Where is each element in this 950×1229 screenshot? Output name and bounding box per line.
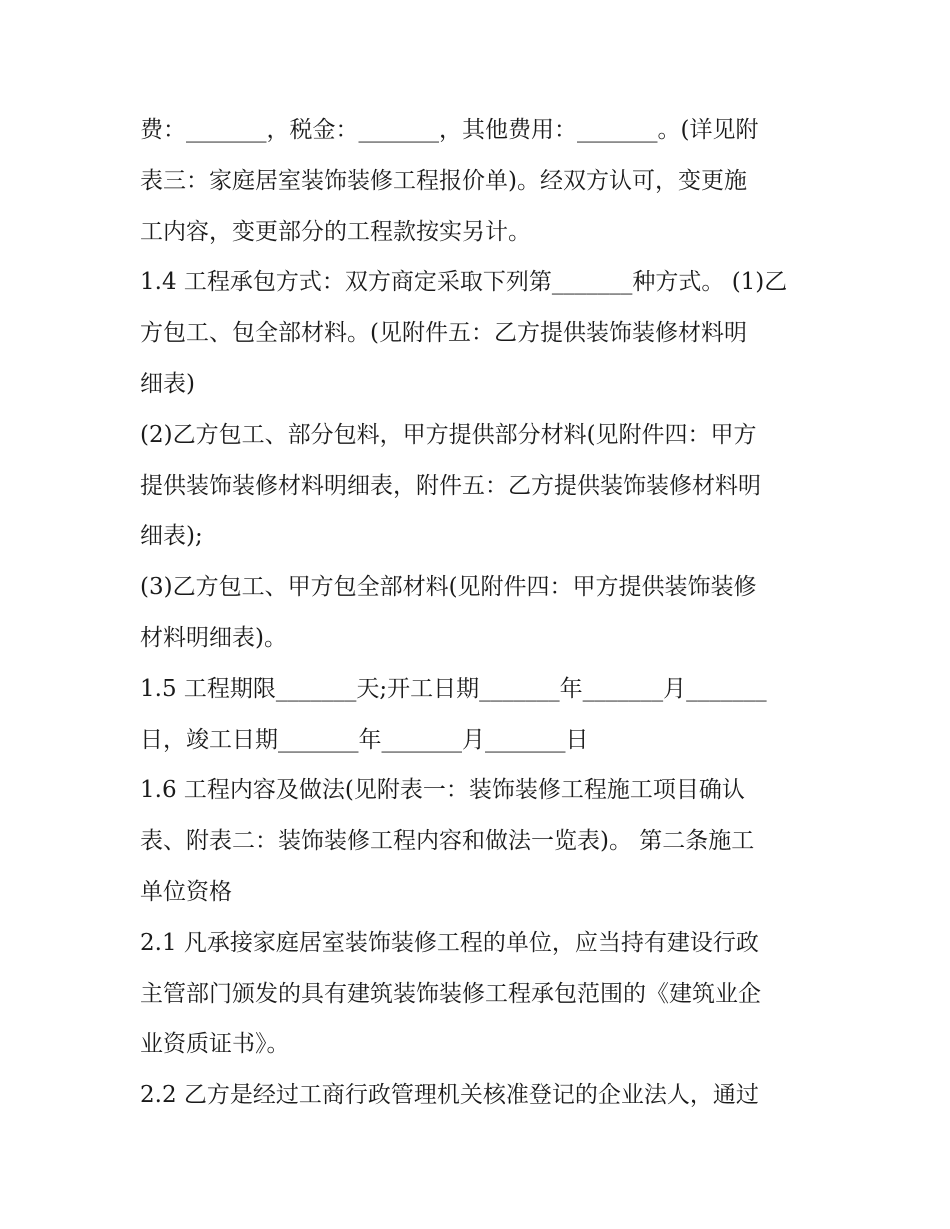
text-line: 单位资格	[140, 878, 232, 905]
text-line: (2)乙方包工、部分包料，甲方提供部分材料(见附件四：甲方	[140, 421, 757, 448]
text-line: 材料明细表)。	[140, 624, 287, 651]
text-line: 细表);	[140, 523, 203, 550]
text-line: 提供装饰装修材料明细表，附件五：乙方提供装饰装修材料明	[140, 472, 761, 499]
text-line: 费：_______，税金：_______，其他费用：_______。(详见附	[140, 117, 759, 143]
text-line: 日，竣工日期_______年_______月_______日	[140, 726, 589, 753]
text-line: 表、附表二：装饰装修工程内容和做法一览表)。 第二条施工	[140, 828, 755, 855]
text-line: 1.5 工程期限_______天;开工日期_______年_______月_______	[140, 675, 767, 702]
text-line: 主管部门颁发的具有建筑装饰装修工程承包范围的《建筑业企	[140, 980, 761, 1007]
text-line: 细表)	[140, 370, 195, 397]
text-line: 1.4 工程承包方式：双方商定采取下列第_______种方式。 (1)乙	[140, 269, 788, 296]
text-line: 2.2 乙方是经过工商行政管理机关核准登记的企业法人，通过	[140, 1082, 759, 1109]
text-line: 业资质证书》。	[140, 1031, 290, 1058]
text-line: 1.6 工程内容及做法(见附表一：装饰装修工程施工项目确认	[140, 777, 745, 804]
text-line: 方包工、包全部材料。(见附件五：乙方提供装饰装修材料明	[140, 320, 747, 347]
text-line: 2.1 凡承接家庭居室装饰装修工程的单位，应当持有建设行政	[140, 929, 759, 956]
document-body	[140, 105, 820, 1121]
text-line: 表三：家庭居室装饰装修工程报价单)。经双方认可，变更施	[140, 167, 747, 194]
text-line: 工内容，变更部分的工程款按实另计。	[140, 218, 531, 245]
text-line: (3)乙方包工、甲方包全部材料(见附件四：甲方提供装饰装修	[140, 574, 757, 601]
